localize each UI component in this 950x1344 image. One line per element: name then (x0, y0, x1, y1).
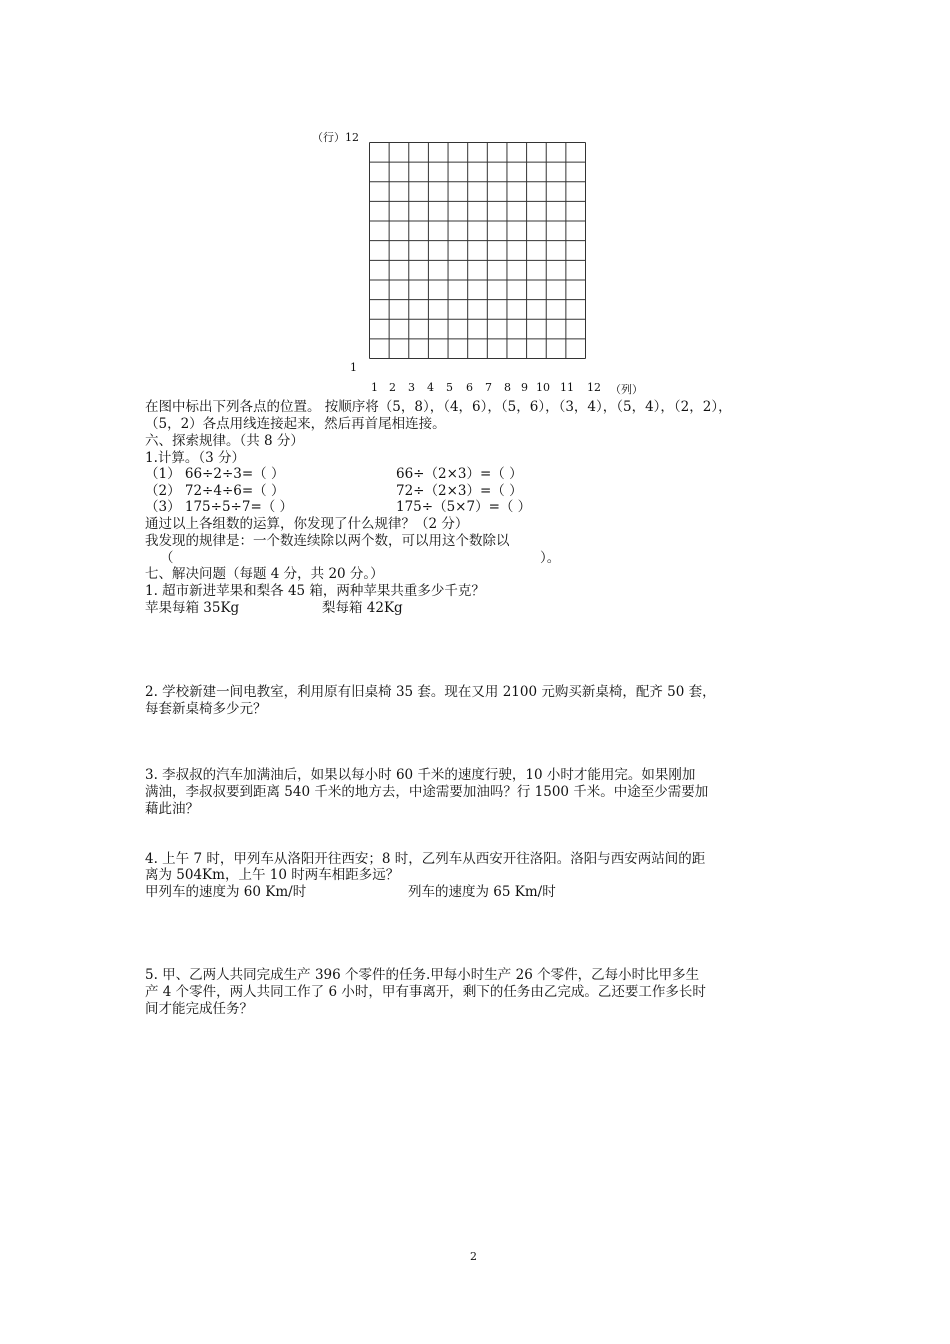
q3-line3: 藉此油？ (145, 801, 199, 817)
column-number: 3 (408, 381, 415, 394)
page-number: 2 (470, 1250, 477, 1263)
q4-info-right: 列车的速度为 65 Km/时 (408, 884, 556, 900)
row-top-value: 12 (345, 131, 359, 144)
calc-row-2-left: （2） 72÷4÷6=（ ） (145, 483, 285, 499)
q3-line1: 3. 李叔叔的汽车加满油后，如果以每小时 60 千米的速度行驶，10 小时才能用完。如果刚加 (145, 767, 696, 783)
instruction-line-2: （5，2）各点用线连接起来，然后再首尾相连接。 (145, 416, 446, 432)
calc-row-1-right: 66÷（2×3）=（ ） (396, 466, 523, 482)
q3-line2: 满油，李叔叔要到距离 540 千米的地方去，中途需要加油吗？行 1500 千米。中途至少需要加 (145, 784, 709, 800)
column-number: 12 (587, 381, 601, 394)
coordinate-grid (369, 142, 586, 359)
section6-heading: 六、探索规律。（共 8 分） (145, 433, 304, 449)
q2-line1: 2. 学校新建一间电教室，利用原有旧桌椅 35 套。现在又用 2100 元购买新桌椅，配齐 50 套， (145, 684, 716, 700)
calc-row-2-right: 72÷（2×3）=（ ） (396, 483, 523, 499)
q1-info-right: 梨每箱 42Kg (322, 600, 403, 616)
calc-row-3-right: 175÷（5×7）=（ ） (396, 499, 532, 515)
calc-row-3-left: （3） 175÷5÷7=（ ） (145, 499, 294, 515)
col-axis-label: （列） (610, 383, 643, 396)
q1-info-left: 苹果每箱 35Kg (145, 600, 240, 616)
section6-sub1: 1.计算。（3 分） (145, 450, 246, 466)
column-number: 4 (427, 381, 434, 394)
rule-blank-open: （ (160, 550, 174, 566)
section7-heading: 七、解决问题（每题 4 分，共 20 分。） (145, 566, 384, 582)
q4-line2: 离为 504Km，上午 10 时两车相距多远？ (145, 867, 400, 883)
rule-line: 我发现的规律是：一个数连续除以两个数，可以用这个数除以 (145, 533, 510, 549)
column-number: 8 (504, 381, 511, 394)
column-number: 9 (521, 381, 528, 394)
instruction-line-1: 在图中标出下列各点的位置。 按顺序将（5，8），（4，6），（5，6），（3，4），（5，4），（2，2）， (145, 399, 732, 415)
rule-blank-close: ）。 (540, 550, 561, 566)
q5-line1: 5. 甲、乙两人共同完成生产 396 个零件的任务.甲每小时生产 26 个零件，乙每小时比甲多生 (145, 967, 700, 983)
row-bottom-value: 1 (350, 361, 357, 374)
column-number: 1 (371, 381, 378, 394)
column-number: 5 (446, 381, 453, 394)
q5-line3: 间才能完成任务？ (145, 1001, 253, 1017)
column-number: 6 (466, 381, 473, 394)
q5-line2: 产 4 个零件，两人共同工作了 6 小时，甲有事离开，剩下的任务由乙完成。乙还要工作多长时 (145, 984, 706, 1000)
q1-line1: 1. 超市新进苹果和梨各 45 箱，两种苹果共重多少千克？ (145, 583, 485, 599)
grid-lines (369, 142, 586, 359)
q4-info-left: 甲列车的速度为 60 Km/时 (145, 884, 307, 900)
calc-row-1-left: （1） 66÷2÷3=（ ） (145, 466, 285, 482)
rule-question: 通过以上各组数的运算，你发现了什么规律？（2 分） (145, 516, 469, 532)
q2-line2: 每套新桌椅多少元？ (145, 701, 267, 717)
column-number: 11 (560, 381, 574, 394)
column-number: 7 (485, 381, 492, 394)
column-number: 2 (389, 381, 396, 394)
column-number: 10 (536, 381, 550, 394)
row-axis-label: （行）12 (312, 131, 359, 144)
q4-line1: 4. 上午 7 时，甲列车从洛阳开往西安；8 时，乙列车从西安开往洛阳。洛阳与西安两站间的距 (145, 851, 706, 867)
